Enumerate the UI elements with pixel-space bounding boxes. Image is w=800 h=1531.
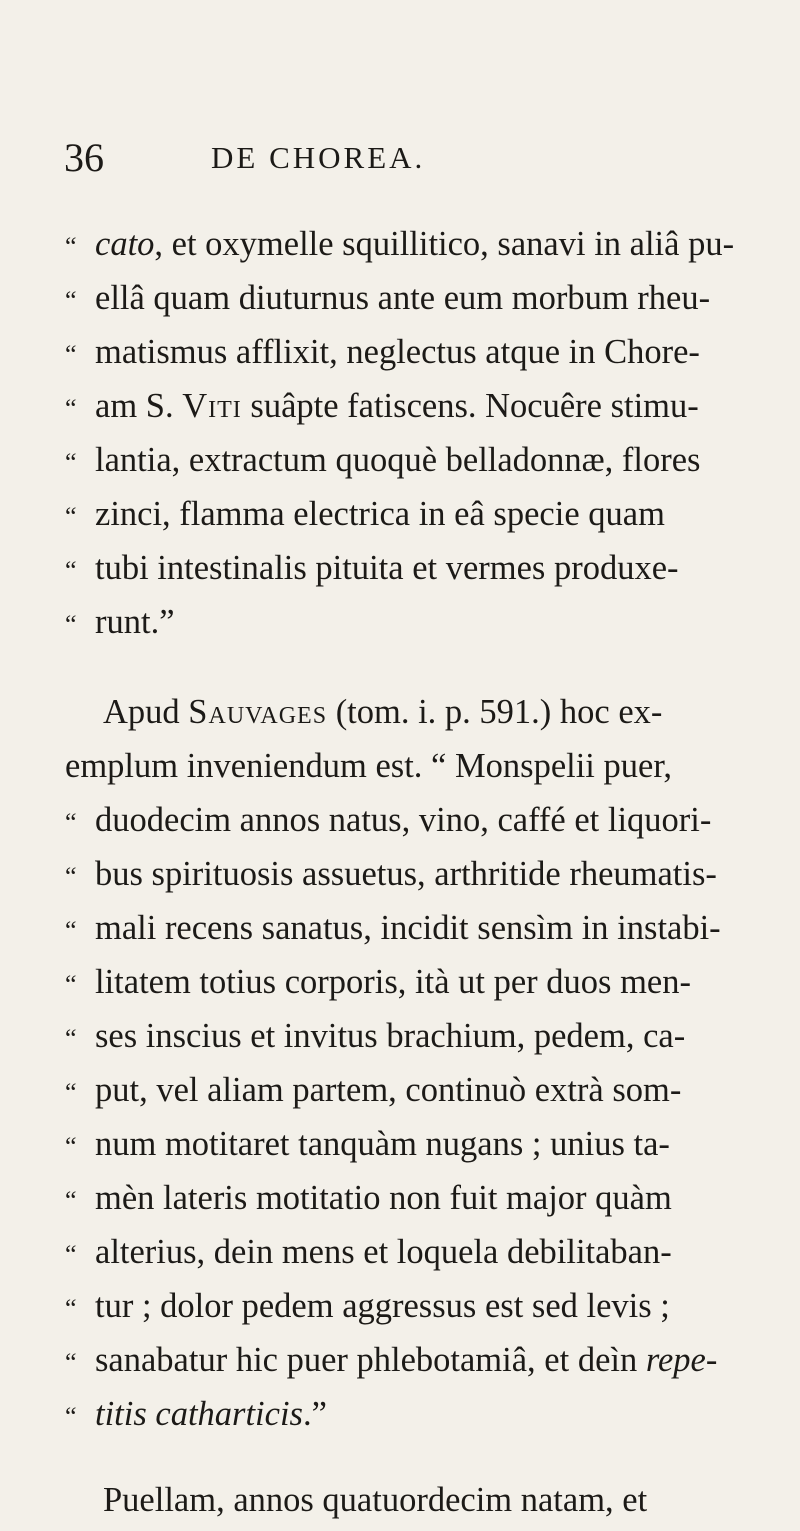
text-line <box>65 217 745 271</box>
text-line <box>65 595 745 649</box>
paragraph-gap <box>65 1441 745 1473</box>
quote-mark: “ <box>65 502 77 531</box>
line-text: suâpte fatiscens. Nocuêre stimu- <box>241 387 699 425</box>
text-line <box>65 685 745 739</box>
italic-word: titis catharticis <box>95 1395 303 1433</box>
quote-mark: “ <box>65 232 77 261</box>
line-text: ses inscius et invitus brachium, pedem, ca- <box>95 1017 686 1055</box>
line-text: put, vel aliam partem, continuò extrà som- <box>95 1071 682 1109</box>
line-text: lantia, extractum quoquè belladonnæ, flores <box>95 441 701 479</box>
text-line <box>65 1279 745 1333</box>
line-text: zinci, flamma electrica in eâ specie quam <box>95 495 665 533</box>
text-line <box>65 433 745 487</box>
running-title: DE CHOREA. <box>211 140 426 175</box>
line-text: tubi intestinalis pituita et vermes produxe- <box>95 549 679 587</box>
italic-word: cato <box>95 225 155 263</box>
quote-mark: “ <box>65 556 77 585</box>
text-line <box>65 955 745 1009</box>
text-line <box>65 1063 745 1117</box>
quote-mark: “ <box>65 610 77 639</box>
quote-mark: “ <box>65 286 77 315</box>
quote-mark: “ <box>65 1024 77 1053</box>
line-text: Puellam, annos quatuordecim natam, et <box>103 1481 648 1519</box>
line-text: .” <box>302 1395 327 1433</box>
quote-mark: “ <box>65 394 77 423</box>
text-line <box>65 541 745 595</box>
line-text: duodecim annos natus, vino, caffé et liquori- <box>95 801 712 839</box>
paragraph-1 <box>65 217 745 649</box>
line-text: alterius, dein mens et loquela debilitaban- <box>95 1233 672 1271</box>
line-text: mèn lateris motitatio non fuit major quàm <box>95 1179 672 1217</box>
text-line <box>65 847 745 901</box>
line-text: ellâ quam diuturnus ante eum morbum rheu- <box>95 279 711 317</box>
text-line <box>65 901 745 955</box>
quote-mark: “ <box>65 916 77 945</box>
text-line <box>65 1225 745 1279</box>
line-text: runt.” <box>95 603 175 641</box>
quote-mark: “ <box>65 1132 77 1161</box>
line-text: matismus afflixit, neglectus atque in Chore- <box>95 333 700 371</box>
text-line <box>65 739 745 793</box>
quote-mark: “ <box>65 1078 77 1107</box>
small-caps-name: Viti <box>182 387 242 425</box>
paragraph-gap <box>65 649 745 685</box>
line-text: sanabatur hic puer phlebotamiâ, et deìn <box>95 1341 646 1379</box>
line-text: litatem totius corporis, ità ut per duos men- <box>95 963 691 1001</box>
text-line <box>65 1117 745 1171</box>
paragraph-3 <box>65 1473 745 1527</box>
text-line <box>65 487 745 541</box>
italic-word: repe- <box>645 1341 718 1379</box>
text-line <box>65 325 745 379</box>
line-text: tur ; dolor pedem aggressus est sed levis ; <box>95 1287 670 1325</box>
quote-mark: “ <box>65 1348 77 1377</box>
line-text: Apud <box>103 693 189 731</box>
quote-mark: “ <box>65 340 77 369</box>
quote-mark: “ <box>65 1402 77 1431</box>
quote-mark: “ <box>65 1294 77 1323</box>
text-line <box>65 793 745 847</box>
text-line <box>65 1387 745 1441</box>
text-line <box>65 1473 745 1527</box>
line-text: , et oxymelle squillitico, sanavi in aliâ pu- <box>154 225 735 263</box>
quote-mark: “ <box>65 862 77 891</box>
text-line <box>65 1333 745 1387</box>
paragraph-2 <box>65 685 745 1441</box>
text-line <box>65 379 745 433</box>
quote-mark: “ <box>65 1240 77 1269</box>
page-header <box>64 128 464 188</box>
quote-mark: “ <box>65 970 77 999</box>
line-text: mali recens sanatus, incidit sensìm in instabi- <box>95 909 721 947</box>
line-text: am S. <box>95 387 183 425</box>
text-line <box>65 271 745 325</box>
text-line <box>65 1009 745 1063</box>
page-number: 36 <box>64 135 104 180</box>
quote-mark: “ <box>65 1186 77 1215</box>
line-text: (tom. i. p. 591.) hoc ex- <box>327 693 663 731</box>
quote-mark: “ <box>65 448 77 477</box>
small-caps-name: Sauvages <box>188 693 328 731</box>
line-text: num motitaret tanquàm nugans ; unius ta- <box>95 1125 670 1163</box>
line-text: bus spirituosis assuetus, arthritide rheumatis- <box>95 855 717 893</box>
line-text: emplum inveniendum est. “ Monspelii puer, <box>65 747 673 785</box>
quote-mark: “ <box>65 808 77 837</box>
text-line <box>65 1171 745 1225</box>
body-text <box>65 217 745 1527</box>
